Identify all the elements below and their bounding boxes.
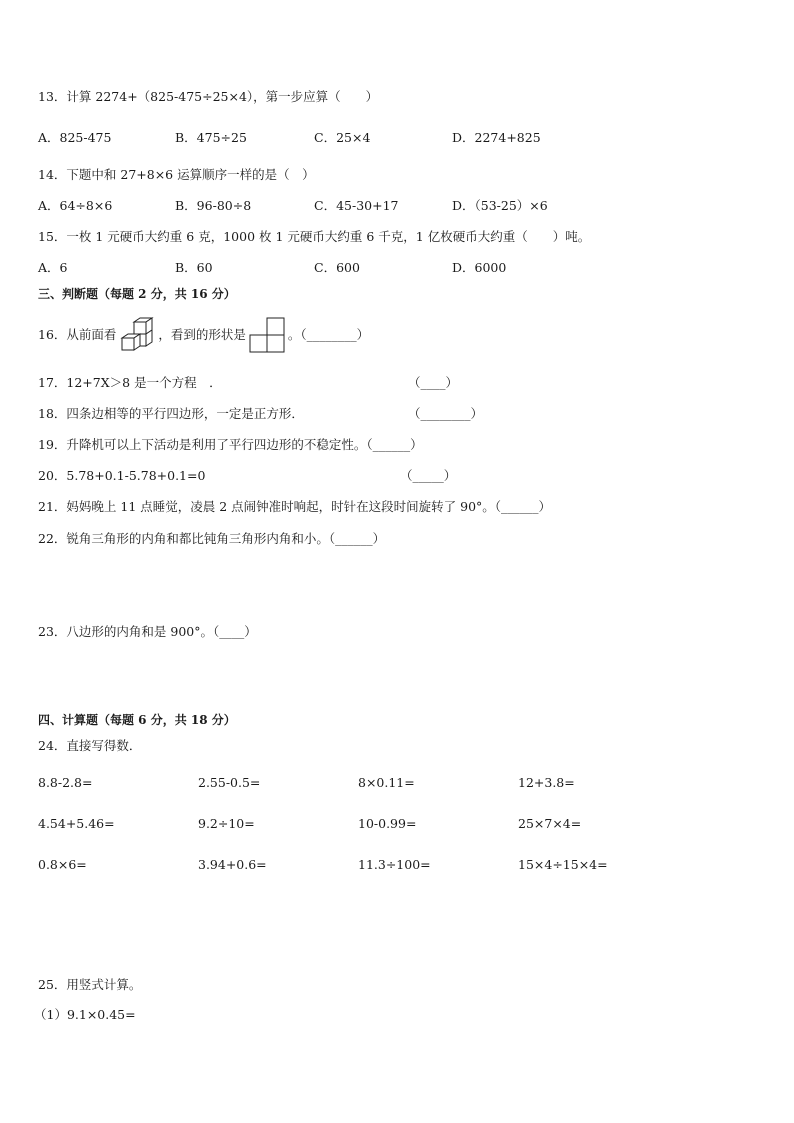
calc-item: 10-0.99= [358, 816, 417, 831]
q16-prefix: 16．从前面看 [38, 327, 117, 342]
calc-item: 12+3.8= [518, 775, 575, 790]
calc-item: 4.54+5.46= [38, 816, 115, 831]
q14-option-c: C．45-30+17 [314, 198, 399, 213]
q15-stem: 15．一枚 1 元硬币大约重 6 克，1000 枚 1 元硬币大约重 6 千克，1 亿枚硬币大约重（ ）吨。 [38, 229, 591, 244]
calc-item: 25×7×4= [518, 816, 582, 831]
q15-option-a: A．6 [38, 260, 68, 275]
q25-stem: 25．用竖式计算。 [38, 977, 142, 992]
calc-item: 8×0.11= [358, 775, 415, 790]
q20-blank: （_____） [400, 468, 457, 483]
q20-text: 20．5.78+0.1-5.78+0.1=0 [38, 468, 206, 483]
q15-option-c: C．600 [314, 260, 360, 275]
q13-option-c: C．25×4 [314, 130, 371, 145]
calc-item: 11.3÷100= [358, 857, 431, 872]
q13-option-d: D．2274+825 [452, 130, 541, 145]
q16-line [38, 315, 369, 355]
q17-text: 17．12+7X＞8 是一个方程 ． [38, 375, 222, 390]
front-view-shape-figure [248, 317, 286, 355]
q24-stem: 24．直接写得数． [38, 738, 142, 753]
q14-option-d: D．（53-25）×6 [452, 198, 548, 213]
q21-text: 21．妈妈晚上 11 点睡觉，凌晨 2 点闹钟准时响起，时针在这段时间旋转了 90°。（______） [38, 499, 552, 514]
q13-option-b: B．475÷25 [175, 130, 247, 145]
q18-text: 18．四条边相等的平行四边形，一定是正方形． [38, 406, 304, 421]
q16-suffix: 。（________） [287, 327, 370, 342]
q15-option-d: D．6000 [452, 260, 507, 275]
calc-item: 8.8-2.8= [38, 775, 93, 790]
q17-blank: （____） [408, 375, 459, 390]
q13-stem: 13．计算 2274+（825-475÷25×4），第一步应算（ ） [38, 89, 379, 104]
calc-item: 9.2÷10= [198, 816, 255, 831]
calc-item: 2.55-0.5= [198, 775, 261, 790]
cube-stack-figure [118, 317, 156, 355]
q14-stem: 14．下题中和 27+8×6 运算顺序一样的是（ ） [38, 167, 315, 182]
q22-text: 22．锐角三角形的内角和都比钝角三角形内角和小。（______） [38, 531, 386, 546]
q14-option-b: B．96-80÷8 [175, 198, 252, 213]
q15-option-b: B．60 [175, 260, 213, 275]
q23-text: 23．八边形的内角和是 900°。（____） [38, 624, 257, 639]
calc-item: 15×4÷15×4= [518, 857, 608, 872]
q13-option-a: A．825-475 [38, 130, 112, 145]
q16-middle: ，看到的形状是 [158, 327, 246, 342]
q25-item-1: （1）9.1×0.45= [34, 1007, 136, 1022]
q18-blank: （________） [408, 406, 484, 421]
section-3-heading: 三、判断题（每题 2 分，共 16 分） [38, 287, 236, 301]
calc-item: 3.94+0.6= [198, 857, 267, 872]
calc-item: 0.8×6= [38, 857, 87, 872]
section-4-heading: 四、计算题（每题 6 分，共 18 分） [38, 713, 236, 727]
q19-text: 19．升降机可以上下活动是利用了平行四边形的不稳定性。（______） [38, 437, 423, 452]
q14-option-a: A．64÷8×6 [38, 198, 113, 213]
